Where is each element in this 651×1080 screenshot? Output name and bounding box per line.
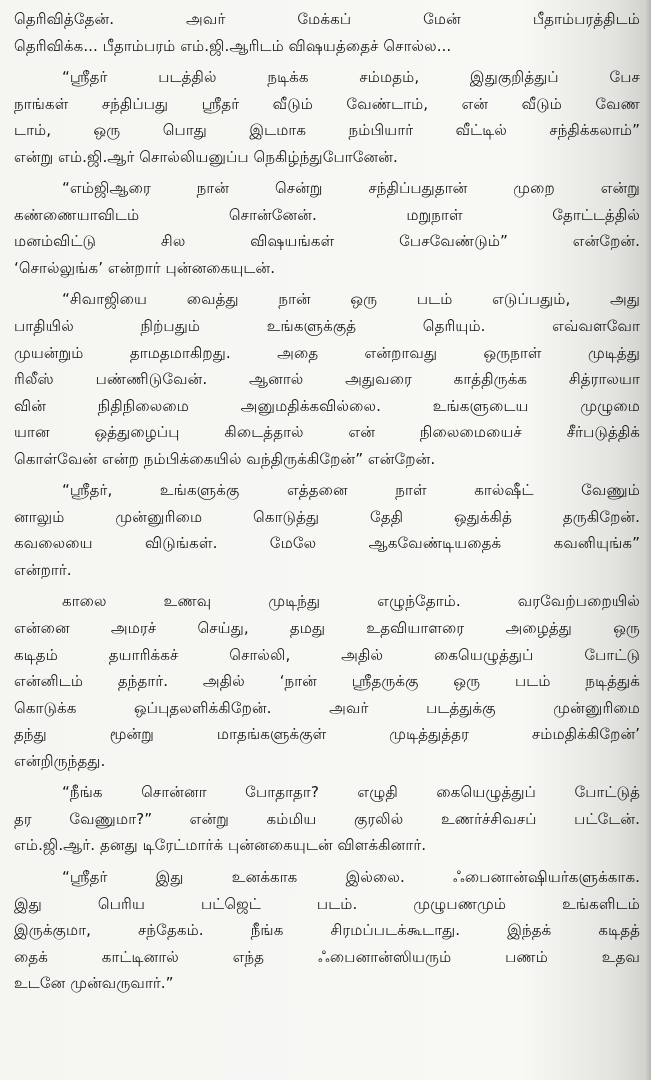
text-line: டாம், ஒரு பொது இடமாக நம்பியார் வீட்டில் சந்திக்கலாம்” [14, 121, 640, 140]
text-line: தர வேணுமா?” என்று கம்மிய குரலில் உணர்ச்சிவசப் பட்டேன். [14, 809, 640, 828]
text-line: என்னை அமரச் செய்து, தமது உதவியாளரை அழைத்து ஒரு [14, 619, 640, 638]
text-line: மனம்விட்டு சில விஷயங்கள் பேசவேண்டும்” என்றேன். [14, 232, 640, 251]
paragraph [14, 175, 640, 281]
text-line: தெரிவிக்க... பீதாம்பரம் எம்.ஜி.ஆரிடம் விஷயத்தைச் சொல்ல... [14, 36, 452, 55]
text-line: என்றிருந்தது. [14, 751, 106, 770]
text-line: கண்ணையாவிடம் சொன்னேன். மறுநாள் தோட்டத்தில் [14, 205, 640, 224]
paragraph [14, 779, 640, 859]
paragraph [14, 286, 640, 472]
paragraph [14, 864, 640, 997]
paragraph [14, 64, 640, 170]
text-line: என்றார். [14, 560, 72, 579]
text-line: “எம்ஜிஆரை நான் சென்று சந்திப்பதுதான் முறை என்று [62, 179, 640, 198]
text-line: தெரிவித்தேன். அவர் மேக்கப் மேன் பீதாம்பரத்திடம் [14, 10, 640, 28]
text-line: எம்.ஜி.ஆர். தனது டிரேட்மார்க் புன்னகையுடன் விளக்கினார். [14, 836, 427, 855]
text-line: “ஸ்ரீதர் இது உனக்காக இல்லை. ஃபைனான்ஷியர்களுக்காக. [62, 867, 640, 886]
paragraph [14, 588, 640, 774]
text-line: இது பெரிய பட்ஜெட் படம். முழுபணமும் உங்களிடம் [14, 894, 640, 913]
text-line: ரிலீஸ் பண்ணிடுவேன். ஆனால் அதுவரை காத்திருக்க சித்ராலயா [14, 370, 640, 389]
text-line: கொள்வேன் என்ற நம்பிக்கையில் வந்திருக்கிறேன்” என்றேன். [14, 449, 436, 468]
text-line: தைக் காட்டினால் எந்த ஃபைனான்ஸியரும் பணம் உதவ [14, 947, 640, 966]
paragraph [14, 477, 640, 583]
text-line: உடனே முன்வருவார்.” [14, 974, 174, 993]
text-line: னாலும் முன்னுரிமை கொடுத்து தேதி ஒதுக்கித் தருகிறேன். [14, 507, 640, 526]
text-line: என்னிடம் தந்தார். அதில் ‘நான் ஸ்ரீதருக்கு ஒரு படம் நடித்துக் [14, 672, 640, 691]
text-line: “ஸ்ரீதர் படத்தில் நடிக்க சம்மதம், இதுகுறித்துப் பேச [62, 68, 640, 87]
text-line: பாதியில் நிற்பதும் உங்களுக்குத் தெரியும். எவ்வளவோ [14, 317, 640, 336]
page-body-text [14, 6, 640, 997]
paragraph [14, 6, 640, 59]
text-line: கொடுக்க ஒப்புதலளிக்கிறேன். அவர் படத்துக்கு முன்னுரிமை [14, 698, 640, 717]
text-line: தந்து மூன்று மாதங்களுக்குள் முடித்துத்தர சம்மதிக்கிறேன்’ [14, 725, 640, 744]
text-line: என்று எம்.ஜி.ஆர் சொல்லியனுப்ப நெகிழ்ந்துபோனேன். [14, 147, 398, 166]
text-line: ‘சொல்லுங்க’ என்றார் புன்னகையுடன். [14, 258, 276, 277]
text-line: முயன்றும் தாமதமாகிறது. அதை என்றாவது ஒருநாள் முடித்து [14, 343, 640, 362]
text-line: கவலையை விடுங்கள். மேலே ஆகவேண்டியதைக் கவனியுங்க” [14, 534, 640, 553]
text-line: காலை உணவு முடிந்து எழுந்தோம். வரவேற்பறையில் [62, 592, 640, 611]
text-line: வின் நிதிநிலைமை அனுமதிக்கவில்லை. உங்களுடைய முழுமை [14, 396, 640, 415]
text-line: இருக்குமா, சந்தேகம். நீங்க சிரமப்படக்கூடாது. இந்தக் கடிதத் [14, 921, 640, 940]
text-line: “நீங்க சொன்னா போதாதா? எழுதி கையெழுத்துப் போட்டுத் [62, 783, 640, 802]
text-line: “சிவாஜியை வைத்து நான் ஒரு படம் எடுப்பதும், அது [62, 290, 640, 309]
text-line: “ஸ்ரீதர், உங்களுக்கு எத்தனை நாள் கால்ஷீட் வேணும் [62, 481, 640, 500]
text-line: கடிதம் தயாரிக்கச் சொல்லி, அதில் கையெழுத்துப் போட்டு [14, 645, 640, 664]
page-binding-shadow [645, 0, 651, 1080]
text-line: நாங்கள் சந்திப்பது ஸ்ரீதர் வீடும் வேண்டாம், என் வீடும் வேண [14, 94, 640, 113]
text-line: யான ஒத்துழைப்பு கிடைத்தால் என் நிலைமையைச் சீர்படுத்திக் [14, 423, 640, 442]
